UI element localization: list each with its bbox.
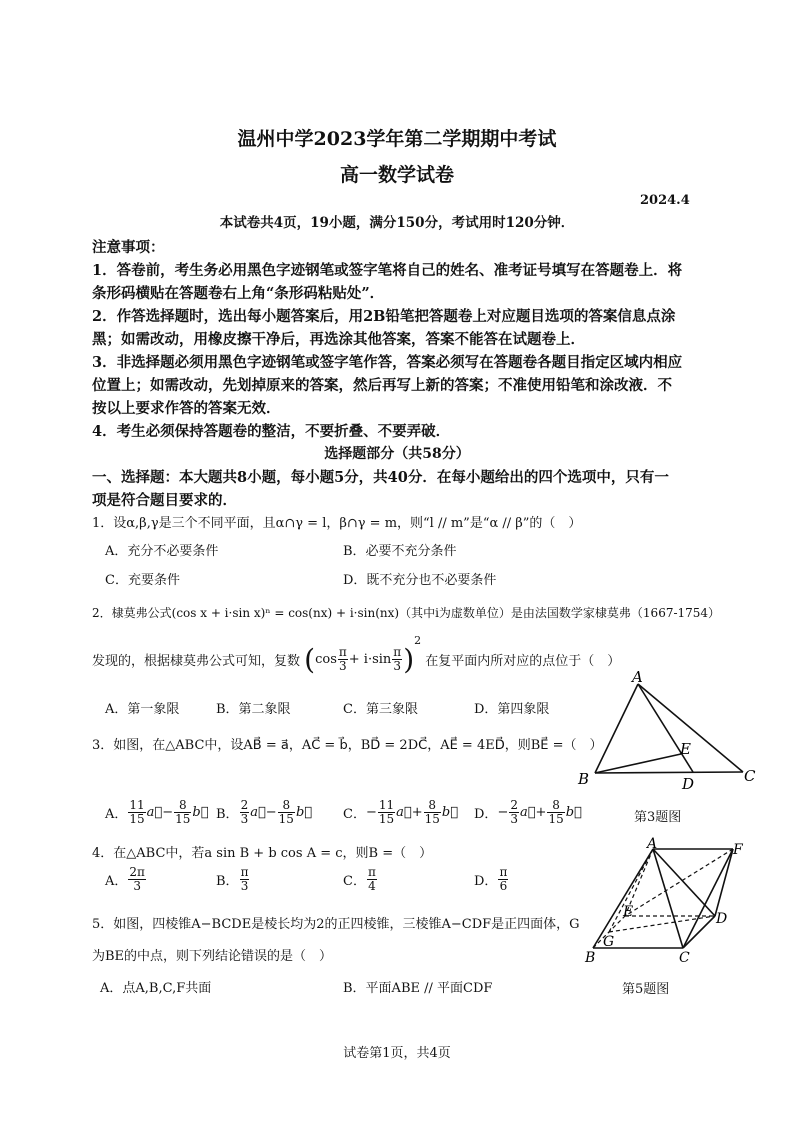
exam-title: 温州中学2023学年第二学期期中考试 xyxy=(237,128,557,150)
q5-stem-line2: 为BE的中点，则下列结论错误的是（ ） xyxy=(92,949,333,964)
q2-stem-text-a: 发现的，根据棣莫弗公式可知，复数 xyxy=(92,654,301,669)
q3-stem: 3．如图，在△ABC中，设AB⃗ = a⃗，AC⃗ = b⃗，BD⃗ = 2DC⃗，AE⃗ = 4ED⃗，则BE⃗ =（ ） xyxy=(92,738,603,753)
q2-stem-line1: 2．棣莫弗公式(cos x + i·sin x)ⁿ = cos(nx) + i·sin(nx)（其中i为虚数单位）是由法国数学家棣莫弗（1667-1754） xyxy=(92,606,721,620)
q4-stem: 4．在△ABC中，若a sin B + b cos A = c，则B =（ ） xyxy=(92,846,433,861)
q2-complex-expression: (cos $\frac{\pi}{3}$ + i·sin $\frac{\pi}{3}$ )$^2$ xyxy=(304,633,422,676)
q2-cos: cos xyxy=(315,652,337,667)
q3-option-d: D．− $\frac{2}{3}$ a⃗+ $\frac{8}{15}$ b⃗ xyxy=(474,798,582,826)
notice-line: 1．答卷前，考生务必用黑色字迹钢笔或签字笔将自己的姓名、准考证号填写在答题卷上．将 xyxy=(92,262,683,279)
q1-option-b: B．必要不充分条件 xyxy=(343,544,457,559)
q5-label-a: A xyxy=(647,836,658,852)
q1-stem: 1．设α,β,γ是三个不同平面，且α∩γ = l，β∩γ = m，则“l // m”是“α // β”的（ ） xyxy=(92,516,582,531)
notice-line: 4．考生必须保持答题卷的整洁，不要折叠、不要弄破． xyxy=(92,423,451,440)
q5-label-d: D xyxy=(716,911,728,927)
notice-heading: 注意事项： xyxy=(92,239,165,256)
q2-stem-line2 xyxy=(92,633,621,676)
notice-line: 按以上要求作答的答案无效． xyxy=(92,400,281,417)
q3-option-c: C．− $\frac{11}{15}$ a⃗+ $\frac{8}{15}$ b⃗ xyxy=(343,798,459,826)
q5-figure-caption: 第5题图 xyxy=(622,982,670,997)
q3-option-a: A． $\frac{11}{15}$ a⃗− $\frac{8}{15}$ b⃗ xyxy=(105,798,209,826)
q5-label-e: E xyxy=(623,904,634,920)
notice-line: 位置上；如需改动，先划掉原来的答案，然后再写上新的答案；不准使用铅笔和涂改液．不 xyxy=(92,377,672,394)
q3-label-d: D xyxy=(682,775,695,793)
q2-stem-text-b: 在复平面内所对应的点位于（ ） xyxy=(425,654,621,669)
section-title: 选择题部分（共58分） xyxy=(324,446,470,462)
notice-line: 黑；如需改动，用橡皮擦干净后，再选涂其他答案，答案不能答在试题卷上． xyxy=(92,331,585,348)
q2-fraction: $\frac{\pi}{3}$ xyxy=(338,645,347,673)
q4-option-c: C． $\frac{\pi}{4}$ xyxy=(343,865,376,893)
q5-stem-line1: 5．如图，四棱锥A−BCDE是棱长均为2的正四棱锥，三棱锥A−CDF是正四面体，G xyxy=(92,917,580,932)
exam-subtitle: 高一数学试卷 xyxy=(339,164,454,186)
q3-label-a: A xyxy=(632,668,643,686)
q5-option-a: A．点A,B,C,F共面 xyxy=(100,981,212,996)
section-instruction: 一、选择题：本大题共8小题，每小题5分，共40分．在每小题给出的四个选项中，只有一 xyxy=(92,469,669,486)
q5-figure xyxy=(583,836,763,971)
exam-info: 本试卷共4页，19小题，满分150分，考试用时120分钟． xyxy=(219,215,575,231)
q2-option-b: B．第二象限 xyxy=(216,702,291,717)
q3-label-c: C xyxy=(744,767,756,785)
q3-figure xyxy=(575,668,765,793)
q3-figure-caption: 第3题图 xyxy=(634,810,682,825)
q1-option-c: C．充要条件 xyxy=(105,573,180,588)
q1-option-a: A．充分不必要条件 xyxy=(105,544,219,559)
q3-label-e: E xyxy=(680,740,691,758)
q4-option-a: A． $\frac{2\pi}{3}$ xyxy=(105,865,145,893)
q1-option-d: D．既不充分也不必要条件 xyxy=(343,573,497,588)
q2-option-c: C．第三象限 xyxy=(343,702,418,717)
notice-line: 2．作答选择题时，选出每小题答案后，用2B铅笔把答题卷上对应题目选项的答案信息点涂 xyxy=(92,308,676,325)
q3-label-b: B xyxy=(578,770,590,788)
page-footer: 试卷第1页，共4页 xyxy=(343,1046,451,1061)
exam-date: 2024.4 xyxy=(640,193,690,208)
q2-option-a: A．第一象限 xyxy=(105,702,180,717)
q3-option-b: B． $\frac{2}{3}$ a⃗− $\frac{8}{15}$ b⃗ xyxy=(216,798,313,826)
q5-label-g: G xyxy=(603,934,615,950)
q5-label-f: F xyxy=(733,842,743,858)
q4-option-d: D． $\frac{\pi}{6}$ xyxy=(474,865,508,893)
q5-option-b: B．平面ABE // 平面CDF xyxy=(343,981,493,996)
q5-label-b: B xyxy=(585,950,596,966)
q4-option-b: B． $\frac{\pi}{3}$ xyxy=(216,865,249,893)
q2-fraction: $\frac{\pi}{3}$ xyxy=(393,645,402,673)
q5-label-c: C xyxy=(679,950,690,966)
notice-line: 条形码横贴在答题卷右上角“条形码粘贴处”． xyxy=(92,285,385,302)
section-instruction: 项是符合题目要求的． xyxy=(92,492,237,509)
q2-isin: + i·sin xyxy=(348,652,392,667)
notice-line: 3．非选择题必须用黑色字迹钢笔或签字笔作答，答案必须写在答题卷各题目指定区域内相应 xyxy=(92,354,683,371)
q2-option-d: D．第四象限 xyxy=(474,702,550,717)
q2-power: 2 xyxy=(414,633,422,647)
